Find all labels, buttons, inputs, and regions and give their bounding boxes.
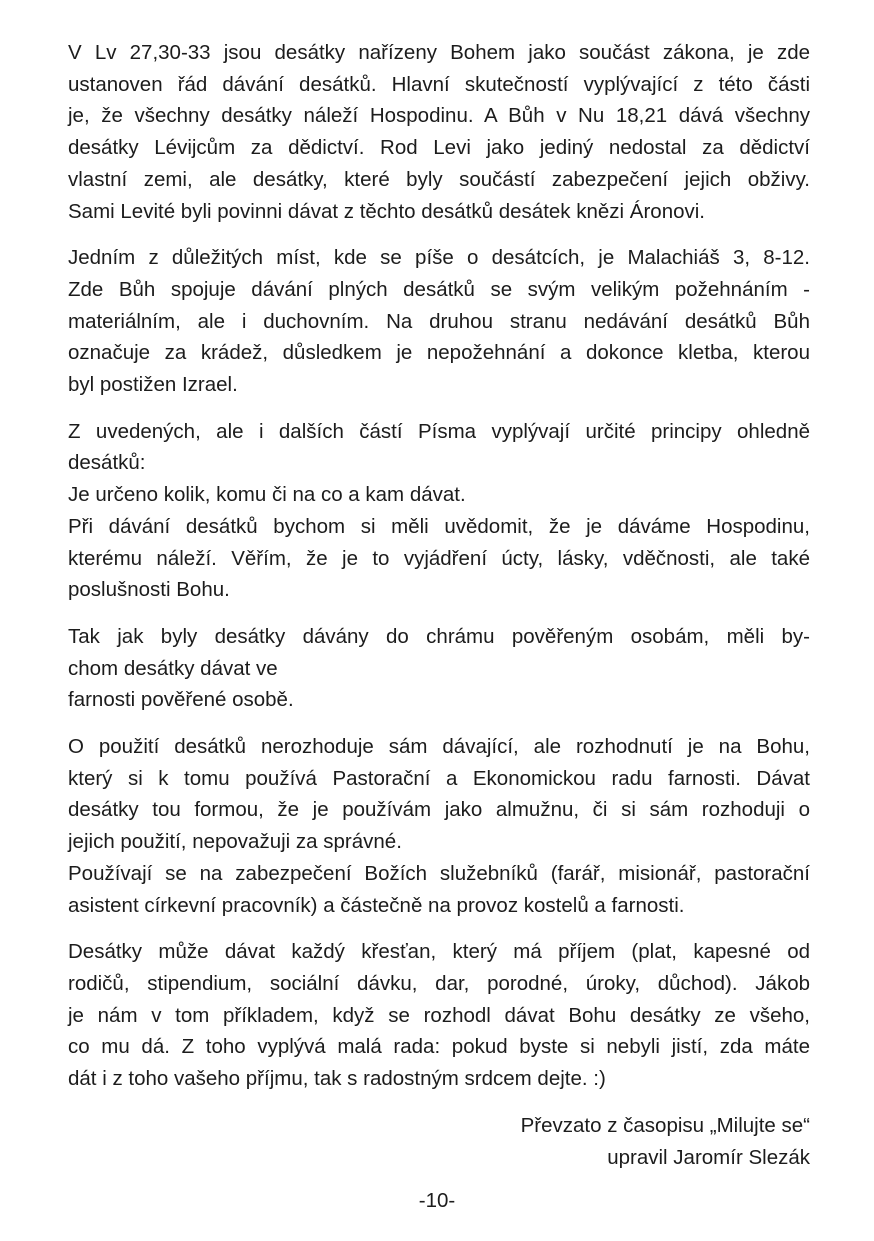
text-line: V Lv 27,30-33 jsou desátky nařízeny Bohem jako součást zákona, je zde	[68, 41, 810, 64]
paragraph	[68, 416, 810, 606]
paragraph	[68, 242, 810, 401]
text-line: je nám v tom příkladem, když se rozhodl dávat Bohu desátky ze všeho,	[68, 1003, 810, 1027]
paragraph	[68, 621, 810, 716]
text-line: je, že všechny desátky náleží Hospodinu. A Bůh v Nu 18,21 dává všechny	[68, 104, 810, 128]
text-line: Tak jak byly desátky dávány do chrámu pověřeným osobám, měli by-	[68, 624, 810, 648]
text-line: desátků:	[68, 451, 146, 475]
text-line: Jedním z důležitých míst, kde se píše o desátcích, je Malachiáš 3, 8-12.	[68, 246, 810, 270]
text-line: vlastní zemi, ale desátky, které byly součástí zabezpečení jejich obživy.	[68, 167, 810, 191]
text-line: poslušnosti Bohu.	[68, 578, 230, 602]
attribution-line: Převzato z časopisu „Milujte se“	[520, 1113, 810, 1137]
page-number: -10-	[418, 1189, 456, 1212]
text-column	[68, 37, 810, 1173]
text-line: O použití desátků nerozhoduje sám dávající, ale rozhodnutí je na Bohu,	[68, 735, 810, 759]
text-line: který si k tomu používá Pastorační a Ekonomickou radu farnosti. Dávat	[68, 766, 810, 790]
text-line: Při dávání desátků bychom si měli uvědomit, že je dáváme Hospodinu,	[68, 514, 810, 538]
text-line: desátky tou formou, že je používám jako almužnu, či si sám rozhoduji o	[68, 798, 810, 822]
text-line: rodičů, stipendium, sociální dávku, dar, porodné, úroky, důchod). Jákob	[68, 971, 810, 995]
paragraph	[68, 731, 810, 921]
paragraphs-container	[68, 37, 810, 1095]
text-line: ustanoven řád dávání desátků. Hlavní skutečností vyplývající z této části	[68, 72, 810, 96]
text-line: Je určeno kolik, komu či na co a kam dávat.	[68, 483, 466, 507]
text-line: desátky Lévijcům za dědictví. Rod Levi jako jediný nedostal za dědictví	[68, 136, 810, 160]
text-line: označuje za krádež, důsledkem je nepožehnání a dokonce kletba, kterou	[68, 341, 810, 365]
text-line: Desátky může dávat každý křesťan, který má příjem (plat, kapesné od	[68, 940, 810, 964]
text-line: byl postižen Izrael.	[68, 373, 238, 397]
text-line: materiálním, ale i duchovním. Na druhou stranu nedávání desátků Bůh	[68, 309, 810, 333]
paragraph	[68, 37, 810, 227]
page-footer	[0, 1188, 874, 1214]
attribution	[68, 1110, 810, 1173]
text-line: jejich použití, nepovažuji za správné.	[68, 830, 402, 854]
text-line: farnosti pověřené osobě.	[68, 688, 294, 712]
text-line: Zde Bůh spojuje dávání plných desátků se svým velikým požehnáním -	[68, 277, 810, 301]
text-line: Používají se na zabezpečení Božích služebníků (farář, misionář, pastorační	[68, 861, 810, 885]
text-line: co mu dá. Z toho vyplývá malá rada: pokud byste si nebyli jistí, zda máte	[68, 1035, 810, 1059]
text-line: asistent církevní pracovník) a částečně na provoz kostelů a farnosti.	[68, 893, 685, 917]
attribution-line: upravil Jaromír Slezák	[607, 1145, 810, 1169]
text-line: dát i z toho vašeho příjmu, tak s radostným srdcem dejte. :)	[68, 1067, 606, 1091]
text-line: Z uvedených, ale i dalších částí Písma vyplývají určité principy ohledně	[68, 419, 810, 443]
text-line: chom desátky dávat ve	[68, 656, 278, 680]
paragraph	[68, 936, 810, 1095]
text-line: Sami Levité byli povinni dávat z těchto desátků desátek knězi Áronovi.	[68, 199, 705, 223]
text-line: kterému náleží. Věřím, že je to vyjádření úcty, lásky, vděčnosti, ale také	[68, 546, 810, 570]
